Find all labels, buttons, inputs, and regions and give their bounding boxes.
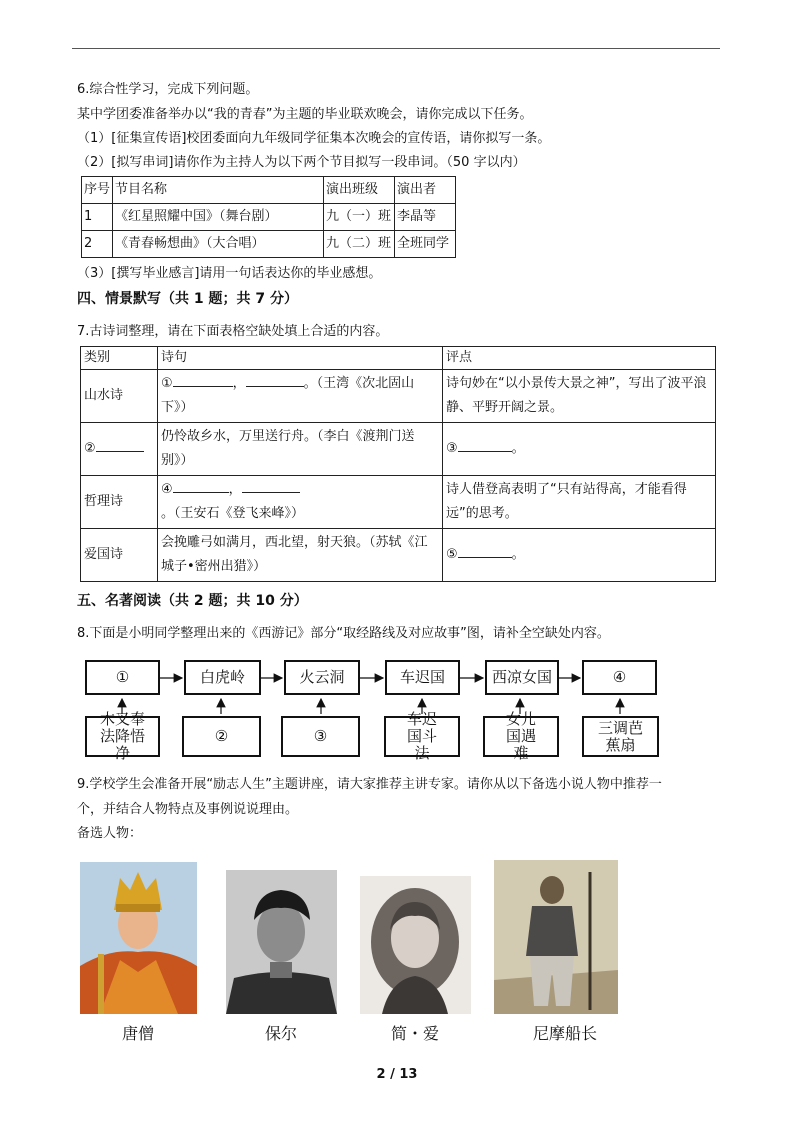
q8-title: 8.下面是小明同学整理出来的《西游记》部分“取经路线及对应故事”图，请补全空缺处内容。 bbox=[77, 626, 610, 641]
period: 。 bbox=[511, 547, 525, 562]
table-cell: 2 bbox=[82, 231, 113, 258]
page-number: 2 / 13 bbox=[376, 1067, 418, 1082]
q9-candidates-label: 备选人物： bbox=[77, 826, 143, 841]
table-header: 演出班级 bbox=[324, 177, 395, 204]
candidate-name: 简・爱 bbox=[390, 1024, 439, 1043]
candidate-name: 唐僧 bbox=[121, 1024, 154, 1043]
table-cell: 爱国诗 bbox=[81, 529, 158, 582]
route-box: ④ bbox=[582, 660, 657, 695]
table-cell: 全班同学 bbox=[395, 231, 456, 258]
table-cell: 会挽雕弓如满月，西北望，射天狼。（苏轼《江城子•密州出猎》） bbox=[158, 529, 443, 582]
poem-source: 。（王安石《登飞来峰》） bbox=[161, 506, 305, 521]
route-box: 火云洞 bbox=[284, 660, 360, 695]
candidate-name: 保尔 bbox=[264, 1024, 297, 1043]
circle-number: ① bbox=[161, 376, 173, 391]
table-cell: 九（二）班 bbox=[324, 231, 395, 258]
poem-source: 。（王湾《次北固山下》） bbox=[161, 376, 415, 415]
route-box: 车迟国 bbox=[385, 660, 460, 695]
table-cell: 李晶等 bbox=[395, 204, 456, 231]
story-box: 木叉奉法降悟净 bbox=[85, 716, 160, 757]
q6-title: 6.综合性学习，完成下列问题。 bbox=[77, 82, 259, 97]
story-box: 车迟国斗法 bbox=[384, 716, 460, 757]
table-cell: 山水诗 bbox=[81, 370, 158, 423]
period: 。 bbox=[511, 441, 525, 456]
q6-task2: （2）[拟写串词]请你作为主持人为以下两个节目拟写一段串词。（50 字以内） bbox=[77, 155, 526, 170]
q6-task1: （1）[征集宣传语]校团委面向九年级同学征集本次晚会的宣传语，请你拟写一条。 bbox=[77, 131, 551, 146]
separator: ， bbox=[232, 376, 246, 391]
separator: ， bbox=[228, 482, 242, 497]
route-box: ① bbox=[85, 660, 160, 695]
table-cell: 诗句妙在“以小景传大景之神”，写出了波平浪静、平野开阔之景。 bbox=[443, 370, 716, 423]
table-header: 评点 bbox=[443, 347, 716, 370]
route-box: 白虎岭 bbox=[184, 660, 261, 695]
story-box: ② bbox=[182, 716, 261, 757]
table-header: 诗句 bbox=[158, 347, 443, 370]
q6-intro: 某中学团委准备举办以“我的青春”为主题的毕业联欢晚会，请你完成以下任务。 bbox=[77, 107, 533, 122]
section-5-heading: 五、名著阅读（共 2 题；共 10 分） bbox=[77, 593, 308, 609]
circle-number: ④ bbox=[161, 482, 173, 497]
table-cell: 《红星照耀中国》（舞台剧） bbox=[113, 204, 324, 231]
portrait-paul bbox=[226, 870, 337, 1014]
table-header: 演出者 bbox=[395, 177, 456, 204]
table-cell: 《青春畅想曲》（大合唱） bbox=[113, 231, 324, 258]
table-cell: 九（一）班 bbox=[324, 204, 395, 231]
circle-number: ③ bbox=[446, 441, 458, 456]
q6-task3: （3）[撰写毕业感言]请用一句话表达你的毕业感想。 bbox=[77, 266, 382, 281]
route-box: 西凉女国 bbox=[485, 660, 559, 695]
section-4-heading: 四、情景默写（共 1 题；共 7 分） bbox=[77, 291, 298, 307]
q7-title: 7.古诗词整理，请在下面表格空缺处填上合适的内容。 bbox=[77, 324, 389, 339]
story-box: 女儿国遇难 bbox=[483, 716, 559, 757]
portrait-jane-eyre bbox=[360, 876, 471, 1014]
table-cell: 诗人借登高表明了“只有站得高，才能看得远”的思考。 bbox=[443, 476, 716, 529]
table-cell: 1 bbox=[82, 204, 113, 231]
table-header: 序号 bbox=[82, 177, 113, 204]
candidate-name: 尼摩船长 bbox=[532, 1024, 597, 1043]
story-box: ③ bbox=[281, 716, 360, 757]
table-header: 节目名称 bbox=[113, 177, 324, 204]
portrait-captain-nemo bbox=[494, 860, 618, 1014]
q9-line2: 个，并结合人物特点及事例说说理由。 bbox=[77, 802, 299, 817]
circle-number: ⑤ bbox=[446, 547, 458, 562]
circle-number: ② bbox=[84, 441, 96, 456]
table-header: 类别 bbox=[81, 347, 158, 370]
portrait-tangseng bbox=[80, 862, 197, 1014]
table-cell: 哲理诗 bbox=[81, 476, 158, 529]
story-box: 三调芭蕉扇 bbox=[582, 716, 659, 757]
q9-line1: 9.学校学生会准备开展“励志人生”主题讲座，请大家推荐主讲专家。请你从以下备选小说人物中推荐一 bbox=[77, 777, 662, 792]
table-cell: 仍怜故乡水，万里送行舟。（李白《渡荆门送别》） bbox=[158, 423, 443, 476]
